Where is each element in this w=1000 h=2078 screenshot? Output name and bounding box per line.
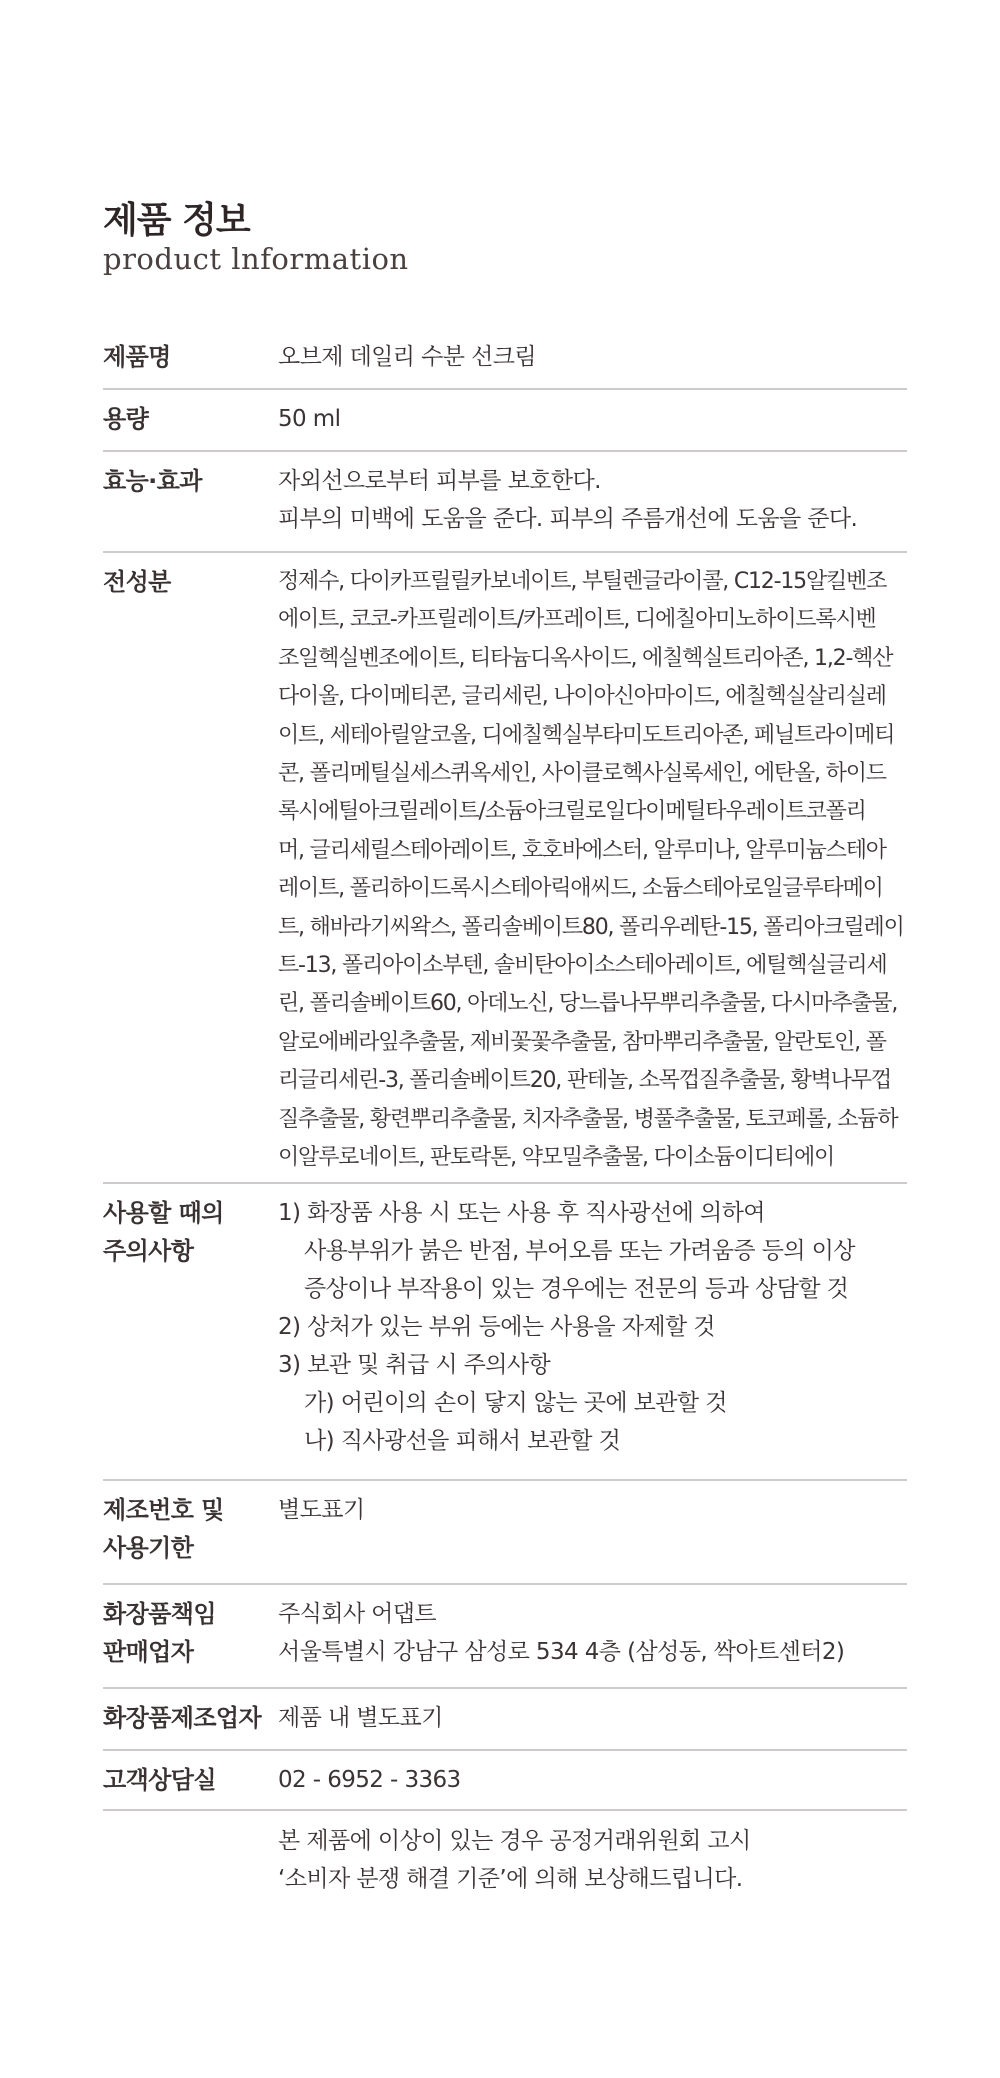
row-value: 50 ml xyxy=(278,406,341,432)
product-info-table xyxy=(103,328,907,1811)
row-label: 화장품제조업자 xyxy=(103,1704,262,1732)
table-row-ingredients xyxy=(103,553,907,1184)
row-label: 전성분 xyxy=(103,568,171,596)
table-row-distributor xyxy=(103,1585,907,1689)
precautions-list: 1) 화장품 사용 시 또는 사용 후 직사광선에 의하여 사용부위가 붉은 반점, 부어오름 또는 가려움증 등의 이상 증상이나 부작용이 있는 경우에는 전문의 등과 상담할 것 2) 상처가 있는 부위 등에는 사용을 자제할 것 3) 보관 및 취급 시 주의사항 가) 어린이의 손이 닿지 않는 곳에 보관할 것 나) 직사광선을 피해서 보관할 것 xyxy=(278,1200,855,1454)
table-row-product-name xyxy=(103,328,907,390)
phone-number: 02 - 6952 - 3363 xyxy=(278,1767,461,1793)
table-row-precautions xyxy=(103,1184,907,1481)
table-row-customer-service xyxy=(103,1751,907,1811)
row-value: 주식회사 어댑트 서울특별시 강남구 삼성로 534 4층 (삼성동, 싹아트센터2) xyxy=(278,1601,845,1665)
row-value: 제품 내 별도표기 xyxy=(278,1705,443,1731)
page-subtitle: product lnformation xyxy=(103,242,409,276)
compensation-notice: 본 제품에 이상이 있는 경우 공정거래위원회 고시 ‘소비자 분쟁 해결 기준’에 의해 보상해드립니다. xyxy=(278,1828,751,1892)
row-value: 자외선으로부터 피부를 보호한다. 피부의 미백에 도움을 준다. 피부의 주름개선에 도움을 준다. xyxy=(278,468,858,532)
row-label: 고객상담실 xyxy=(103,1766,216,1794)
row-value: 별도표기 xyxy=(278,1497,365,1523)
table-row-manufacturer xyxy=(103,1689,907,1751)
row-label: 제조번호 및 사용기한 xyxy=(103,1496,224,1562)
table-row-lot-expiry xyxy=(103,1481,907,1585)
row-label: 화장품책임 판매업자 xyxy=(103,1600,216,1666)
row-label: 효능·효과 xyxy=(103,467,202,495)
row-value: 오브제 데일리 수분 선크림 xyxy=(278,344,536,370)
row-label: 제품명 xyxy=(103,343,171,371)
table-row-efficacy xyxy=(103,452,907,553)
row-label: 사용할 때의 주의사항 xyxy=(103,1199,224,1265)
table-row-volume xyxy=(103,390,907,452)
row-label: 용량 xyxy=(103,405,149,433)
ingredients-list: 정제수, 다이카프릴릴카보네이트, 부틸렌글라이콜, C12-15알킬벤조 에이트, 코코-카프릴레이트/카프레이트, 디에칠아미노하이드록시벤 조일헥실벤조에이트, 티타늄디옥사이드, 에칠헥실트리아존, 1,2-헥산 다이올, 다이메티콘, 글리세린, 나이아신아마이드, 에칠헥실살리실레 이트, 세테아릴알코올, 디에칠헥실부타미도트리아존, 페닐트라이메티 콘, 폴리메틸실세스퀴옥세인, 사이클로헥사실록세인, 에탄올, 하이드 록시에틸아크릴레이트/소듐아크릴로일다이메틸타우레이트코폴리 머, 글리세릴스테아레이트, 호호바에스터, 알루미나, 알루미늄스테아 레이트, 폴리하이드록시스테아릭애씨드, 소듐스테아로일글루타메이 트, 해바라기씨왁스, 폴리솔베이트80, 폴리우레탄-15, 폴리아크릴레이 트-13, 폴리아이소부텐, 솔비탄아이소스테아레이트, 에틸헥실글리세 린, 폴리솔베이트60, 아데노신, 당느릅나무뿌리추출물, 다시마추출물, 알로에베라잎추출물, 제비꽃꽃추출물, 참마뿌리추출물, 알란토인, 폴 리글리세린-3, 폴리솔베이트20, 판테놀, 소목껍질추출물, 황벽나무껍 질추출물, 황련뿌리추출물, 치자추출물, 병풀추출물, 토코페롤, 소듐하 이알루로네이트, 판토락톤, 약모밀추출물, 다이소듐이디티에이 xyxy=(278,569,904,1171)
page-title: 제품 정보 xyxy=(103,200,250,241)
